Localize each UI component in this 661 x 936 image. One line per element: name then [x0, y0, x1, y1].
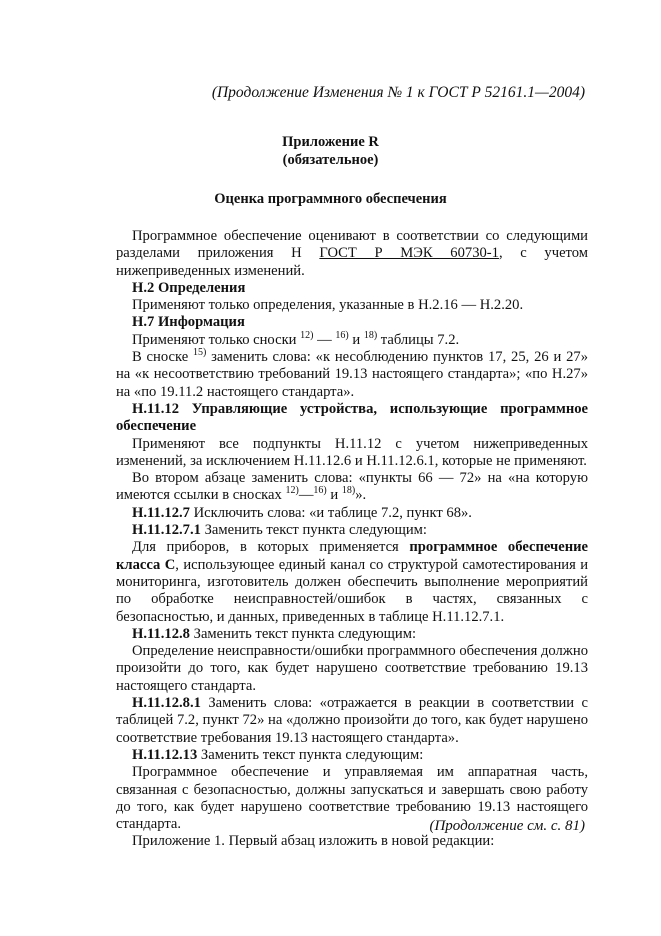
- document-body: [116, 228, 588, 851]
- class-c-paragraph: Для приборов, в которых применяется программное обеспечение класса С, использующее единый канал со структурой самотестирования и мониторинга, изготовитель должен обеспечить выполнение мероприятий по обработке неисправностей/ошибок в частях, связанных с безопасностью, и данных, приведенных в таблице Н.11.12.7.1.: [116, 539, 588, 625]
- section-h7-text: Применяют только сноски $^{12)}$ — $^{16)}$ и $^{18)}$ таблицы 7.2.: [132, 329, 460, 348]
- definition-paragraph: Определение неисправности/ошибки программного обеспечения должно произойти до того, как будет нарушено соответствие требованию 19.13 настоящего стандарта.: [116, 643, 588, 694]
- continuation-footer: (Продолжение см. с. 81): [429, 818, 585, 834]
- section-h11127: Н.11.12.7 Исключить слова: «и таблице 7.2, пункт 68».: [132, 504, 472, 521]
- appendix-status: (обязательное): [282, 152, 379, 168]
- annex-1-paragraph: Приложение 1. Первый абзац изложить в новой редакции:: [132, 833, 495, 850]
- standard-link[interactable]: ГОСТ Р МЭК 60730-1: [319, 245, 499, 262]
- continuation-header: (Продолжение Изменения № 1 к ГОСТ Р 52161.1—2004): [211, 84, 585, 101]
- section-h111271: Н.11.12.7.1 Заменить текст пункта следующим:: [132, 522, 427, 539]
- footnote-15-paragraph: В сноске $^{15)}$ заменить слова: «к несоблюдению пунктов 17, 25, 26 и 27» на «к несоответствию требований 19.13 настоящего стандарта»; «по Н.27» на «по 19.11.2 настоящего стандарта».: [116, 347, 588, 400]
- intro-paragraph: Программное обеспечение оценивают в соответствии со следующими разделами приложения Н ГОСТ Р МЭК 60730-1, с учетом нижеприведенных изменений.: [116, 228, 588, 279]
- section-h1112-text: Применяют все подпункты Н.11.12 с учетом нижеприведенных изменений, за исключением Н.11.12.6 и Н.11.12.6.1, которые не применяют.: [116, 435, 588, 469]
- software-paragraph: Программное обеспечение и управляемая им аппаратная часть, связанная с безопасностью, должны запускаться и завершать свою работу до того, как будет нарушено соответствие требованию 19.13 настоящего стандарта.: [116, 764, 588, 833]
- section-h2-heading: Н.2 Определения: [132, 279, 246, 296]
- appendix-title: Приложение R: [282, 134, 379, 150]
- section-h1112-81: Н.11.12.8.1 Заменить слова: «отражается в реакции в соответствии с таблицей 7.2, пункт 72» на «должно произойти до того, как будет нарушено соответствие требования 19.13 настоящего стандарта».: [116, 695, 588, 746]
- section-h111278: Н.11.12.8 Заменить текст пункта следующим:: [132, 625, 417, 642]
- appendix-heading: Оценка программного обеспечения: [214, 191, 447, 207]
- section-h2-text: Применяют только определения, указанные в Н.2.16 — Н.2.20.: [132, 297, 524, 314]
- section-h111213: Н.11.12.13 Заменить текст пункта следующим:: [132, 746, 424, 763]
- section-h1112-heading: Н.11.12 Управляющие устройства, использующие программное обеспечение: [116, 400, 588, 435]
- second-paragraph-change: Во втором абзаце заменить слова: «пункты 66 — 72» на «на которую имеются ссылки в сносках $^{12)}$—$^{16)}$ и $^{18)}$».: [116, 470, 588, 504]
- section-h7-heading: Н.7 Информация: [132, 314, 245, 331]
